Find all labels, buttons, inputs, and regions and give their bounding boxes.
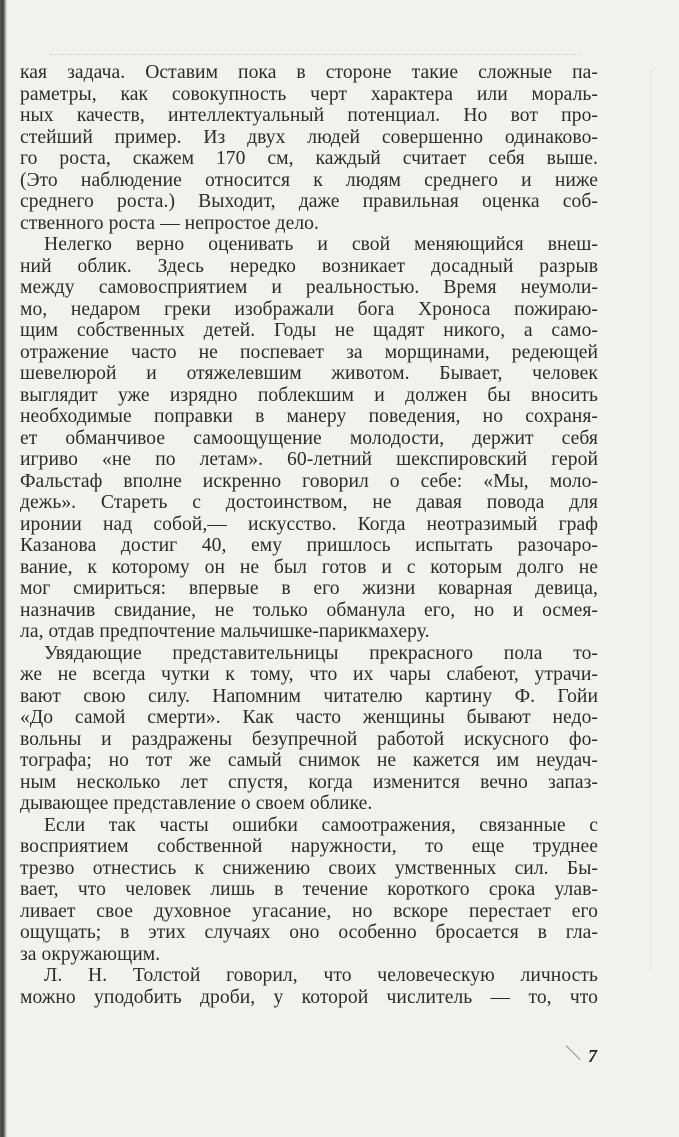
text-line: ощущать; в этих случаях оно особенно бросается в гла-	[20, 922, 598, 943]
text-line: иронии над собой,— искусство. Когда неотразимый граф	[20, 513, 598, 535]
page-binding-edge	[0, 0, 7, 1137]
text-line: Л. Н. Толстой говорил, что человеческую личность	[44, 965, 598, 986]
text-line: вают свою силу. Напомним читателю картину Ф. Гойи	[20, 685, 598, 707]
text-line: между самовосприятием и реальностью. Время неумоли-	[20, 277, 598, 298]
top-rule	[50, 54, 580, 56]
text-line: щим собственных детей. Годы не щадят никого, а само-	[20, 320, 598, 341]
text-line: назначив свидание, не только обманула его, но и осмея-	[20, 599, 598, 621]
text-line: дежь». Стареть с достоинством, не давая повода для	[20, 492, 598, 513]
page-number: 7	[588, 1046, 597, 1066]
text-line: ла, отдав предпочтение мальчишке-парикмахеру.	[20, 621, 430, 642]
text-line: ным несколько лет спустя, когда изменится вечно запаз-	[20, 771, 598, 793]
text-line: раметры, как совокупность черт характера или мораль-	[20, 83, 598, 105]
text-line: го роста, скажем 170 см, каждый считает себя выше.	[20, 148, 598, 169]
text-line: игриво «не по летам». 60-летний шекспировский герой	[20, 449, 598, 470]
text-line: ливает свое духовное угасание, но вскоре перестает его	[20, 900, 598, 922]
text-line: за окружающим.	[20, 943, 161, 965]
text-line: вание, к которому он не был готов и с которым долго не	[20, 556, 598, 578]
text-line: Нелегко верно оценивать и свой меняющийся внеш-	[44, 234, 598, 255]
text-line: Фальстаф вполне искренно говорил о себе: «Мы, моло-	[20, 470, 598, 492]
text-line: можно уподобить дроби, у которой числитель — то, что	[20, 986, 598, 1008]
text-line: необходимые поправки в манеру поведения, но сохраня-	[20, 406, 598, 427]
text-line: кая задача. Оставим пока в стороне такие сложные па-	[20, 62, 598, 83]
text-line: среднего роста.) Выходит, даже правильная оценка соб-	[20, 191, 598, 212]
text-line: вает, что человек лишь в течение короткого срока улав-	[20, 879, 598, 900]
scan-noise	[650, 70, 653, 970]
text-line: Казанова достиг 40, ему пришлось испытать разочаро-	[20, 535, 598, 556]
text-line: ных качеств, интеллектуальный потенциал. Но вот про-	[20, 105, 598, 126]
text-line: стейший пример. Из двух людей совершенно одинаково-	[20, 126, 598, 148]
text-line: ний облик. Здесь нередко возникает досадный разрыв	[20, 255, 598, 277]
page-text	[20, 62, 598, 1008]
text-line: же не всегда чутки к тому, что их чары слабеют, утрачи-	[20, 664, 598, 685]
text-line: тографа; но тот же самый снимок не кажется им неудач-	[20, 750, 598, 771]
text-line: Увядающие представительницы прекрасного пола то-	[44, 642, 598, 664]
text-line: восприятием собственной наружности, то еще труднее	[20, 836, 598, 857]
text-line: трезво отнестись к снижению своих умственных сил. Бы-	[20, 857, 598, 879]
text-line: мог смириться: впервые в его жизни коварная девица,	[20, 578, 598, 599]
text-line: ет обманчивое самоощущение молодости, держит себя	[20, 427, 598, 449]
text-line: мо, недаром греки изображали бога Хроноса пожираю-	[20, 298, 598, 320]
page-number-mark	[566, 1045, 581, 1060]
text-line: Если так часты ошибки самоотражения, связанные с	[44, 814, 598, 836]
text-line: (Это наблюдение относится к людям среднего и ниже	[20, 169, 598, 191]
text-line: шевелюрой и отяжелевшим животом. Бывает, человек	[20, 363, 598, 384]
text-line: отражение часто не поспевает за морщинами, редеющей	[20, 341, 598, 363]
text-line: дывающее представление о своем облике.	[20, 793, 373, 814]
text-line: ственного роста — непростое дело.	[20, 212, 319, 234]
text-line: выглядит уже изрядно поблекшим и должен бы вносить	[20, 384, 598, 406]
text-line: вольны и раздражены безупречной работой искусного фо-	[20, 728, 598, 750]
text-line: «До самой смерти». Как часто женщины бывают недо-	[20, 707, 598, 728]
